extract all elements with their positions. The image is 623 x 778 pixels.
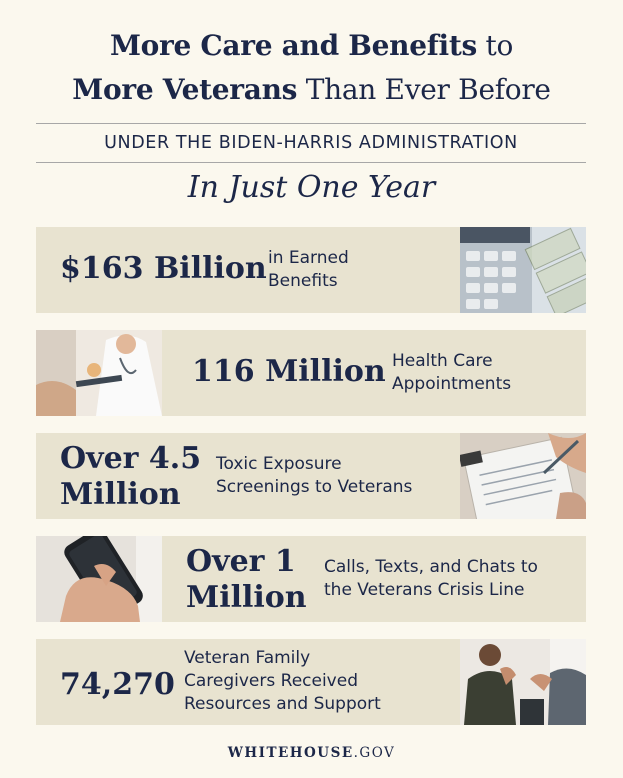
subtitle-band bbox=[36, 123, 586, 163]
footer-site-bold: WHITEHOUSE bbox=[227, 745, 354, 761]
stat-description: Health Care Appointments bbox=[392, 351, 512, 394]
phone-hand-photo bbox=[36, 536, 162, 622]
calculator-money-photo bbox=[460, 227, 586, 313]
stat-description: Toxic Exposure Screenings to Veterans bbox=[216, 454, 413, 497]
stat-value: Over 1 Million bbox=[186, 544, 307, 615]
stat-panel-appointments bbox=[36, 330, 586, 416]
stat-description: Veteran Family Caregivers Received Resources and Support bbox=[184, 648, 381, 714]
support-group-photo bbox=[460, 639, 586, 725]
stat-value: Over 4.5 Million bbox=[60, 441, 202, 512]
stat-panel-screenings bbox=[36, 433, 586, 519]
clipboard-form-photo bbox=[460, 433, 586, 519]
stat-description: in Earned Benefits bbox=[268, 248, 349, 291]
page-title bbox=[0, 26, 623, 114]
title-line1-regular: to bbox=[476, 29, 514, 62]
footer-site-suffix: .GOV bbox=[353, 745, 396, 761]
stat-value: 116 Million bbox=[192, 354, 386, 389]
footer-site bbox=[0, 745, 623, 761]
stat-panel-benefits bbox=[36, 227, 586, 313]
stat-panel-crisis-line bbox=[36, 536, 586, 622]
doctor-patient-photo bbox=[36, 330, 162, 416]
subtitle: UNDER THE BIDEN-HARRIS ADMINISTRATION bbox=[104, 133, 518, 153]
title-line2-regular: Than Ever Before bbox=[297, 73, 551, 106]
stat-panel-caregivers bbox=[36, 639, 586, 725]
title-line1-bold: More Care and Benefits bbox=[109, 29, 477, 62]
title-line2-bold: More Veterans bbox=[72, 73, 298, 106]
stat-value: $163 Billion bbox=[60, 251, 267, 286]
stat-description: Calls, Texts, and Chats to the Veterans Crisis Line bbox=[324, 557, 538, 600]
stat-value: 74,270 bbox=[60, 667, 175, 702]
period-heading: In Just One Year bbox=[187, 170, 436, 205]
